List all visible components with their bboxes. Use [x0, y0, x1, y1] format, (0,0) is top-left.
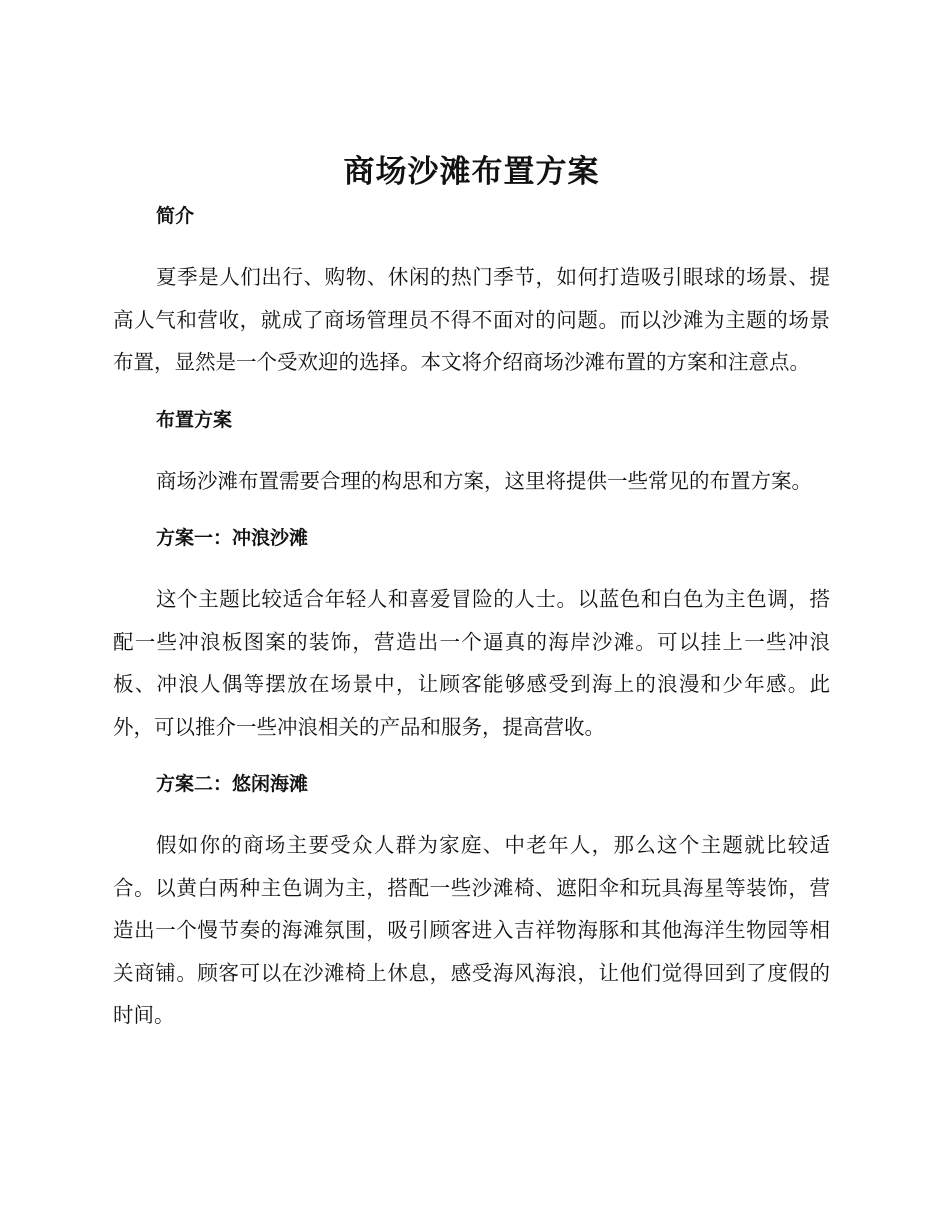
section-heading-plan-two: 方案二：悠闲海滩: [156, 773, 309, 795]
section-heading-plan-one: 方案一：冲浪沙滩: [156, 527, 309, 549]
section-paragraph-plan-two: 假如你的商场主要受众人群为家庭、中老年人，那么这个主题就比较适合。以黄白两种主色调为主，搭配一些沙滩椅、遮阳伞和玩具海星等装饰，营造出一个慢节奏的海滩氛围，吸引顾客进入吉祥物海豚和其他海洋生物园等相关商铺。顾客可以在沙滩椅上休息，感受海风海浪，让他们觉得回到了度假的时间。: [113, 833, 830, 1027]
section-layout-plan: [113, 406, 830, 525]
section-paragraph-layout-plan: 商场沙滩布置需要合理的构思和方案，这里将提供一些常见的布置方案。: [156, 468, 812, 493]
section-heading-intro: 简介: [156, 205, 195, 227]
section-paragraph-plan-one: 这个主题比较适合年轻人和喜爱冒险的人士。以蓝色和白色为主色调，搭配一些冲浪板图案的装饰，营造出一个逼真的海岸沙滩。可以挂上一些冲浪板、冲浪人偶等摆放在场景中，让顾客能够感受到海上的浪漫和少年感。此外，可以推介一些冲浪相关的产品和服务，提高营收。: [113, 587, 830, 739]
section-plan-two: [113, 770, 830, 1037]
document-title: 商场沙滩布置方案: [343, 154, 600, 190]
section-plan-one: [113, 524, 830, 770]
section-intro: [113, 202, 830, 406]
section-paragraph-intro: 夏季是人们出行、购物、休闲的热门季节，如何打造吸引眼球的场景、提高人气和营收，就成了商场管理员不得不面对的问题。而以沙滩为主题的场景布置，显然是一个受欢迎的选择。本文将介绍商场沙滩布置的方案和注意点。: [113, 265, 830, 374]
section-heading-layout-plan: 布置方案: [156, 408, 233, 431]
